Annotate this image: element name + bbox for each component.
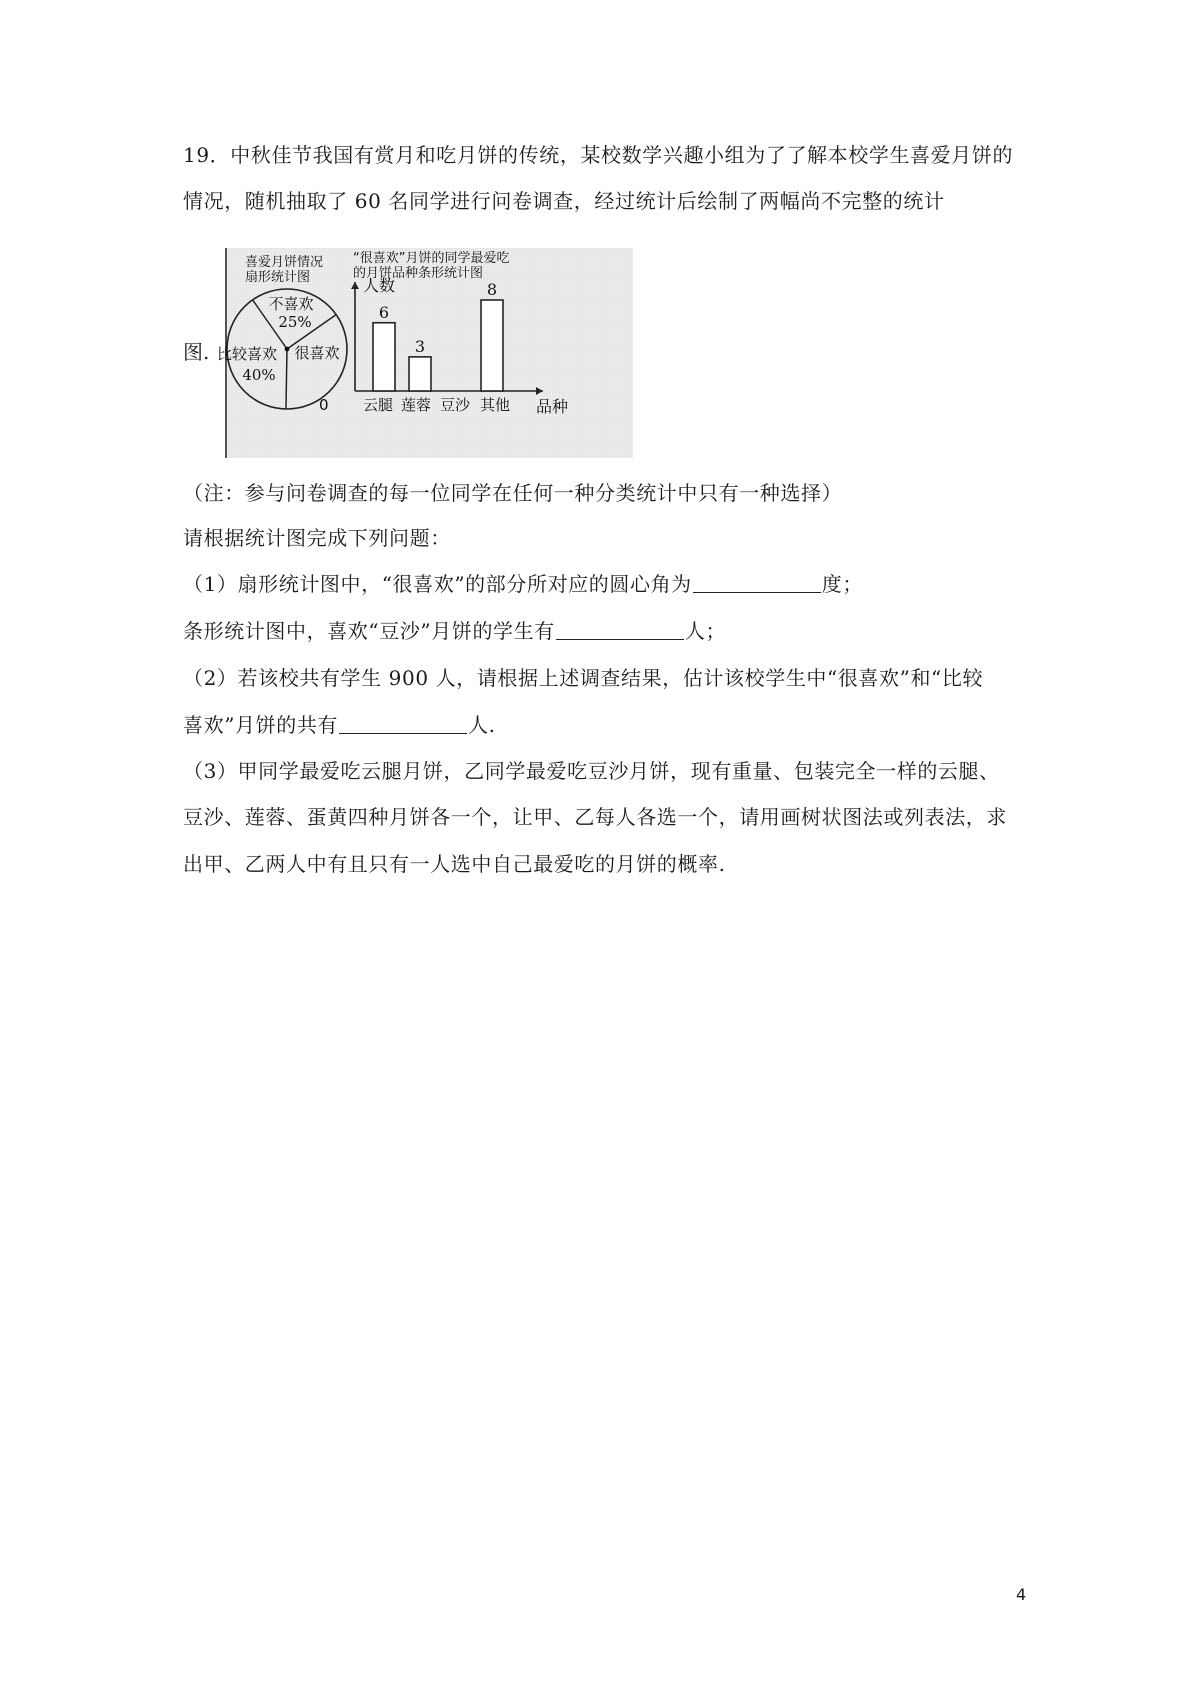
bar-value-label: 3 — [414, 336, 426, 356]
answer-blank-estimate[interactable] — [339, 713, 467, 734]
bar — [481, 300, 503, 391]
x-tick-label: 莲蓉 — [400, 396, 432, 414]
q1a-text: （1）扇形统计图中，“很喜欢”的部分所对应的圆心角为 — [183, 572, 692, 596]
x-tick-label: 云腿 — [362, 396, 394, 414]
q1a-unit: 度； — [821, 572, 863, 596]
note-line: （注：参与问卷调查的每一位同学在任何一种分类统计中只有一种选择） — [183, 481, 843, 505]
q1b-text: 条形统计图中，喜欢“豆沙”月饼的学生有 — [183, 619, 555, 643]
instruction-line: 请根据统计图完成下列问题： — [183, 526, 451, 550]
bar — [373, 323, 395, 391]
q2-line-1: （2）若该校共有学生 900 人，请根据上述调查结果，估计该校学生中“很喜欢”和“比较 — [183, 666, 984, 690]
pie-slice-divider — [286, 349, 287, 409]
figure-charts — [216, 248, 633, 458]
question-line-1: 19．中秋佳节我国有赏月和吃月饼的传统，某校数学兴趣小组为了了解本校学生喜爱月饼的 — [183, 143, 1014, 167]
pie-title-line-2: 扇形统计图 — [245, 270, 311, 285]
pie-center — [285, 347, 290, 352]
q1-part-a — [183, 569, 863, 599]
x-tick-label: 其他 — [479, 396, 511, 414]
pie-slice-label: 比较喜欢 — [216, 345, 278, 363]
answer-blank-angle[interactable] — [693, 572, 821, 593]
bar-value-label: 6 — [378, 302, 390, 322]
x-tick-label: 豆沙 — [439, 396, 471, 414]
q1-part-b — [183, 616, 726, 646]
question-line-2: 情况，随机抽取了 60 名同学进行问卷调查，经过统计后绘制了两幅尚不完整的统计 — [183, 189, 945, 213]
x-axis-label: 品种 — [536, 397, 569, 416]
q3-line-3: 出甲、乙两人中有且只有一人选中自己最爱吃的月饼的概率. — [183, 852, 726, 876]
origin-label: 0 — [319, 396, 329, 414]
bar-title-line-1: “很喜欢”月饼的同学最爱吃 — [353, 251, 510, 266]
pie-slice-label: 不喜欢 — [268, 295, 314, 313]
bar — [409, 357, 431, 391]
pie-title-line-1: 喜爱月饼情况 — [245, 255, 324, 270]
page-number: 4 — [1016, 1585, 1027, 1604]
pie-slice-value: 25% — [278, 313, 312, 331]
q2-text: 喜欢”月饼的共有 — [183, 713, 339, 737]
q3-line-1: （3）甲同学最爱吃云腿月饼，乙同学最爱吃豆沙月饼，现有重量、包装完全一样的云腿、 — [183, 759, 1000, 783]
q1b-unit: 人； — [684, 619, 727, 643]
charts-svg — [216, 248, 633, 458]
bar-title-line-2: 的月饼品种条形统计图 — [353, 266, 484, 281]
pie-slice-label: 很喜欢 — [294, 344, 340, 362]
q2-line-2 — [183, 710, 496, 740]
answer-blank-dousha[interactable] — [556, 619, 684, 640]
pie-slice-value: 40% — [242, 366, 276, 384]
y-axis-label: 人数 — [363, 276, 396, 295]
q2-unit: 人. — [468, 713, 496, 737]
q3-line-2: 豆沙、莲蓉、蛋黄四种月饼各一个，让甲、乙每人各选一个，请用画树状图法或列表法，求 — [183, 805, 1007, 829]
bar-value-label: 8 — [486, 280, 498, 299]
figure-prefix: 图. — [183, 340, 210, 364]
